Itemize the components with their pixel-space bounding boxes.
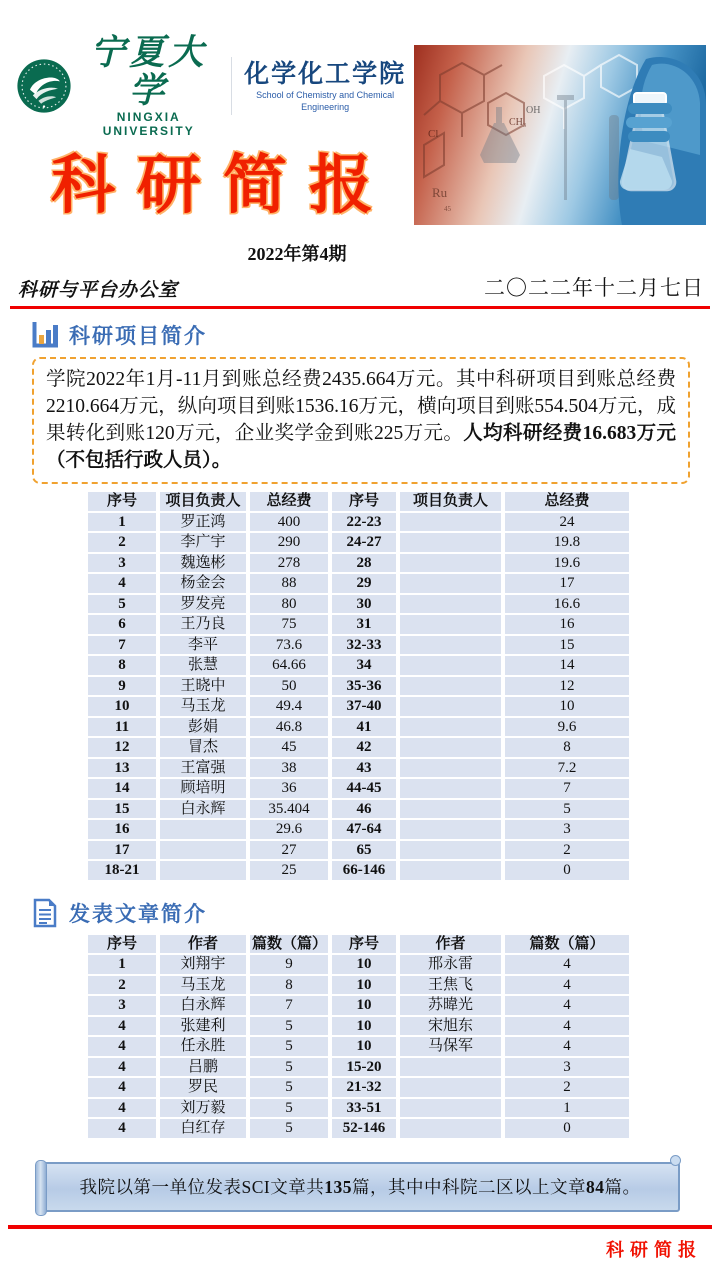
table-cell: 李广宇 xyxy=(160,533,250,554)
table-cell xyxy=(400,738,505,759)
table-cell: 彭娟 xyxy=(160,718,250,739)
column-header: 序号 xyxy=(332,492,400,513)
sci-summary-text: 我院以第一单位发表SCI文章共135篇，其中中科院二区以上文章84篇。 xyxy=(79,1177,641,1197)
column-header: 作者 xyxy=(160,935,250,956)
table-cell: 13 xyxy=(88,759,160,780)
table-cell: 王富强 xyxy=(160,759,250,780)
table-cell: 2 xyxy=(505,1078,633,1099)
table-cell: 35-36 xyxy=(332,677,400,698)
table-cell: 魏逸彬 xyxy=(160,554,250,575)
table-cell: 邢永雷 xyxy=(400,955,505,976)
table-cell: 41 xyxy=(332,718,400,739)
table-cell: 吕鹏 xyxy=(160,1058,250,1079)
table-cell: 4 xyxy=(88,1017,160,1038)
table-cell: 31 xyxy=(332,615,400,636)
table-cell: 80 xyxy=(250,595,332,616)
articles-table xyxy=(88,935,633,1140)
table-cell: 49.4 xyxy=(250,697,332,718)
table-cell: 278 xyxy=(250,554,332,575)
school-name-block xyxy=(242,59,408,113)
table-cell: 7.2 xyxy=(505,759,633,780)
table-cell: 3 xyxy=(88,996,160,1017)
table-row xyxy=(88,615,633,636)
table-cell: 14 xyxy=(505,656,633,677)
table-cell xyxy=(400,759,505,780)
articles-table-body xyxy=(88,955,633,1140)
table-cell: 白红存 xyxy=(160,1119,250,1140)
table-cell: 17 xyxy=(505,574,633,595)
table-cell: 杨金会 xyxy=(160,574,250,595)
table-cell: 22-23 xyxy=(332,513,400,534)
table-cell: 罗正鸿 xyxy=(160,513,250,534)
table-cell xyxy=(160,820,250,841)
table-row xyxy=(88,996,633,1017)
table-row xyxy=(88,636,633,657)
table-cell: 7 xyxy=(250,996,332,1017)
table-cell: 29 xyxy=(332,574,400,595)
table-cell: 4 xyxy=(505,1037,633,1058)
table-row xyxy=(88,718,633,739)
table-cell xyxy=(400,656,505,677)
column-header: 序号 xyxy=(88,935,160,956)
table-cell: 3 xyxy=(88,554,160,575)
table-cell: 24 xyxy=(505,513,633,534)
table-cell xyxy=(400,820,505,841)
table-cell: 顾培明 xyxy=(160,779,250,800)
table-cell: 7 xyxy=(505,779,633,800)
table-cell: 12 xyxy=(88,738,160,759)
table-cell: 15 xyxy=(88,800,160,821)
table-cell: 张慧 xyxy=(160,656,250,677)
table-cell: 36 xyxy=(250,779,332,800)
table-cell: 32-33 xyxy=(332,636,400,657)
table-cell: 3 xyxy=(505,820,633,841)
table-cell: 4 xyxy=(505,1017,633,1038)
table-cell: 25 xyxy=(250,861,332,882)
school-name-en: School of Chemistry and Chemical Engineering xyxy=(256,90,395,112)
table-cell: 5 xyxy=(250,1078,332,1099)
table-cell: 8 xyxy=(505,738,633,759)
table-row xyxy=(88,677,633,698)
svg-text:Ru: Ru xyxy=(432,185,448,200)
table-row xyxy=(88,861,633,882)
table-row xyxy=(88,656,633,677)
table-cell: 29.6 xyxy=(250,820,332,841)
masthead-left xyxy=(16,33,408,229)
table-cell xyxy=(400,861,505,882)
table-cell: 4 xyxy=(88,574,160,595)
office-date-row xyxy=(0,266,720,302)
articles-table-header-row xyxy=(88,935,633,956)
table-cell: 24-27 xyxy=(332,533,400,554)
table-cell: 12 xyxy=(505,677,633,698)
table-cell xyxy=(400,595,505,616)
table-cell: 16 xyxy=(88,820,160,841)
table-cell: 0 xyxy=(505,1119,633,1140)
table-cell: 苏暐光 xyxy=(400,996,505,1017)
table-cell: 17 xyxy=(88,841,160,862)
university-seal-icon xyxy=(16,58,72,114)
table-row xyxy=(88,800,633,821)
table-row xyxy=(88,738,633,759)
svg-text:OH: OH xyxy=(526,105,541,116)
table-cell: 15-20 xyxy=(332,1058,400,1079)
table-cell: 10 xyxy=(332,955,400,976)
table-cell: 5 xyxy=(250,1099,332,1120)
funding-summary-text: 学院2022年1月-11月到账总经费2435.664万元。其中科研项目到账总经费2210.664万元，纵向项目到账1536.16万元，横向项目到账554.504万元，成果转化到账120万元，企业奖学金到账225万元。 xyxy=(46,369,676,444)
table-cell: 28 xyxy=(332,554,400,575)
table-cell xyxy=(400,841,505,862)
table-cell: 4 xyxy=(505,996,633,1017)
projects-table-header-row xyxy=(88,492,633,513)
svg-text:45: 45 xyxy=(444,205,451,213)
table-cell: 65 xyxy=(332,841,400,862)
column-header: 序号 xyxy=(88,492,160,513)
table-cell: 王晓中 xyxy=(160,677,250,698)
table-cell: 64.66 xyxy=(250,656,332,677)
table-cell: 4 xyxy=(505,976,633,997)
university-name-cn: 宁夏大学 xyxy=(90,33,208,110)
table-cell: 冒杰 xyxy=(160,738,250,759)
table-cell: 8 xyxy=(88,656,160,677)
table-cell: 46 xyxy=(332,800,400,821)
table-cell: 16.6 xyxy=(505,595,633,616)
table-cell: 7 xyxy=(88,636,160,657)
table-cell xyxy=(400,1078,505,1099)
projects-table xyxy=(88,492,633,882)
bulletin-title: 科研简报 xyxy=(51,150,395,221)
column-header: 篇数（篇） xyxy=(505,935,633,956)
document-icon xyxy=(30,898,60,928)
table-cell xyxy=(160,841,250,862)
table-row xyxy=(88,1017,633,1038)
issue-number: 2022年第4期 xyxy=(247,244,347,264)
table-cell xyxy=(400,718,505,739)
table-row xyxy=(88,697,633,718)
table-row xyxy=(88,1058,633,1079)
table-cell: 马玉龙 xyxy=(160,976,250,997)
table-cell: 400 xyxy=(250,513,332,534)
table-cell xyxy=(400,574,505,595)
table-cell: 白永辉 xyxy=(160,800,250,821)
table-cell: 4 xyxy=(88,1078,160,1099)
table-cell: 4 xyxy=(88,1037,160,1058)
table-cell: 46.8 xyxy=(250,718,332,739)
table-cell: 35.404 xyxy=(250,800,332,821)
table-cell: 6 xyxy=(88,615,160,636)
table-cell: 10 xyxy=(332,976,400,997)
table-cell: 1 xyxy=(88,513,160,534)
table-cell: 5 xyxy=(250,1037,332,1058)
masthead xyxy=(0,0,720,229)
table-cell: 88 xyxy=(250,574,332,595)
table-cell: 9.6 xyxy=(505,718,633,739)
table-cell: 9 xyxy=(250,955,332,976)
table-cell: 5 xyxy=(250,1119,332,1140)
banner-scroll-knob xyxy=(670,1155,681,1166)
table-cell: 18-21 xyxy=(88,861,160,882)
table-row xyxy=(88,1119,633,1140)
table-cell: 4 xyxy=(88,1099,160,1120)
table-cell xyxy=(160,861,250,882)
table-cell: 刘万毅 xyxy=(160,1099,250,1120)
table-cell: 9 xyxy=(88,677,160,698)
table-cell xyxy=(400,554,505,575)
section-articles-title: 发表文章简介 xyxy=(69,902,207,926)
table-cell: 5 xyxy=(505,800,633,821)
table-cell: 0 xyxy=(505,861,633,882)
table-cell: 刘翔宇 xyxy=(160,955,250,976)
table-cell: 44-45 xyxy=(332,779,400,800)
table-cell: 5 xyxy=(88,595,160,616)
header-rule xyxy=(10,306,710,309)
table-cell: 宋旭东 xyxy=(400,1017,505,1038)
table-cell: 15 xyxy=(505,636,633,657)
table-cell: 5 xyxy=(250,1017,332,1038)
table-cell xyxy=(400,513,505,534)
projects-table-body xyxy=(88,513,633,882)
column-header: 项目负责人 xyxy=(160,492,250,513)
column-header: 项目负责人 xyxy=(400,492,505,513)
table-cell: 34 xyxy=(332,656,400,677)
table-cell: 75 xyxy=(250,615,332,636)
table-cell: 4 xyxy=(88,1058,160,1079)
table-cell: 罗发亮 xyxy=(160,595,250,616)
funding-summary-box xyxy=(32,357,690,484)
table-cell: 李平 xyxy=(160,636,250,657)
table-cell: 27 xyxy=(250,841,332,862)
table-row xyxy=(88,554,633,575)
svg-text:Cl: Cl xyxy=(428,128,439,140)
table-cell: 43 xyxy=(332,759,400,780)
table-cell: 10 xyxy=(332,996,400,1017)
issue-date: 二〇二二年十二月七日 xyxy=(484,276,704,300)
table-cell: 2 xyxy=(505,841,633,862)
table-row xyxy=(88,1078,633,1099)
table-cell: 罗民 xyxy=(160,1078,250,1099)
column-header: 总经费 xyxy=(250,492,332,513)
section-projects-title: 科研项目简介 xyxy=(69,325,207,348)
table-cell xyxy=(400,533,505,554)
table-cell xyxy=(400,1099,505,1120)
table-row xyxy=(88,595,633,616)
bar-chart-icon xyxy=(30,320,60,350)
svg-text:CH₃: CH₃ xyxy=(509,117,527,128)
table-cell xyxy=(400,800,505,821)
table-cell: 4 xyxy=(88,1119,160,1140)
table-cell: 白永辉 xyxy=(160,996,250,1017)
table-cell xyxy=(400,697,505,718)
table-cell: 张建利 xyxy=(160,1017,250,1038)
table-cell: 33-51 xyxy=(332,1099,400,1120)
funding-summary-bold: 人均科研经费16.683万元（不包括行政人员）。 xyxy=(46,423,676,471)
table-cell: 10 xyxy=(332,1017,400,1038)
table-row xyxy=(88,1037,633,1058)
table-row xyxy=(88,1099,633,1120)
table-row xyxy=(88,779,633,800)
table-cell: 42 xyxy=(332,738,400,759)
table-cell: 14 xyxy=(88,779,160,800)
table-cell xyxy=(400,779,505,800)
table-cell: 任永胜 xyxy=(160,1037,250,1058)
table-cell: 19.6 xyxy=(505,554,633,575)
table-row xyxy=(88,513,633,534)
table-cell: 30 xyxy=(332,595,400,616)
footer-bulletin-title: 科研简报 xyxy=(606,1239,702,1260)
table-row xyxy=(88,841,633,862)
table-row xyxy=(88,533,633,554)
table-row xyxy=(88,976,633,997)
column-header: 序号 xyxy=(332,935,400,956)
table-cell: 47-64 xyxy=(332,820,400,841)
table-cell: 4 xyxy=(505,955,633,976)
table-cell: 2 xyxy=(88,976,160,997)
table-cell: 2 xyxy=(88,533,160,554)
column-header: 作者 xyxy=(400,935,505,956)
table-cell: 50 xyxy=(250,677,332,698)
footer-rule xyxy=(8,1225,712,1229)
logo-divider xyxy=(231,57,232,115)
table-cell: 马保军 xyxy=(400,1037,505,1058)
university-name-en: NINGXIA UNIVERSITY xyxy=(102,110,195,138)
table-cell: 21-32 xyxy=(332,1078,400,1099)
table-cell xyxy=(400,615,505,636)
table-cell: 66-146 xyxy=(332,861,400,882)
table-cell xyxy=(400,636,505,657)
school-name-cn: 化学化工学院 xyxy=(244,60,407,88)
table-row xyxy=(88,759,633,780)
table-cell: 3 xyxy=(505,1058,633,1079)
table-row xyxy=(88,820,633,841)
column-header: 总经费 xyxy=(505,492,633,513)
table-cell: 10 xyxy=(88,697,160,718)
section-articles-header xyxy=(30,898,720,928)
table-cell: 王焦飞 xyxy=(400,976,505,997)
column-header: 篇数（篇） xyxy=(250,935,332,956)
table-row xyxy=(88,955,633,976)
table-cell: 5 xyxy=(250,1058,332,1079)
table-cell: 19.8 xyxy=(505,533,633,554)
table-cell: 52-146 xyxy=(332,1119,400,1140)
section-projects-header xyxy=(30,320,720,350)
table-cell: 马玉龙 xyxy=(160,697,250,718)
table-cell xyxy=(400,677,505,698)
table-cell: 10 xyxy=(332,1037,400,1058)
table-cell: 16 xyxy=(505,615,633,636)
table-cell: 王乃良 xyxy=(160,615,250,636)
table-cell: 45 xyxy=(250,738,332,759)
chemistry-banner-image xyxy=(414,45,706,225)
sci-summary-banner xyxy=(40,1162,680,1212)
table-cell: 290 xyxy=(250,533,332,554)
table-cell: 10 xyxy=(505,697,633,718)
table-cell xyxy=(400,1058,505,1079)
table-cell: 37-40 xyxy=(332,697,400,718)
table-cell: 1 xyxy=(88,955,160,976)
table-row xyxy=(88,574,633,595)
table-cell: 1 xyxy=(505,1099,633,1120)
logo-row xyxy=(16,33,408,138)
table-cell xyxy=(400,1119,505,1140)
table-cell: 38 xyxy=(250,759,332,780)
office-name: 科研与平台办公室 xyxy=(18,280,179,301)
table-cell: 8 xyxy=(250,976,332,997)
university-name-block xyxy=(78,34,219,138)
banner-scroll-curl xyxy=(35,1160,47,1216)
table-cell: 73.6 xyxy=(250,636,332,657)
table-cell: 11 xyxy=(88,718,160,739)
